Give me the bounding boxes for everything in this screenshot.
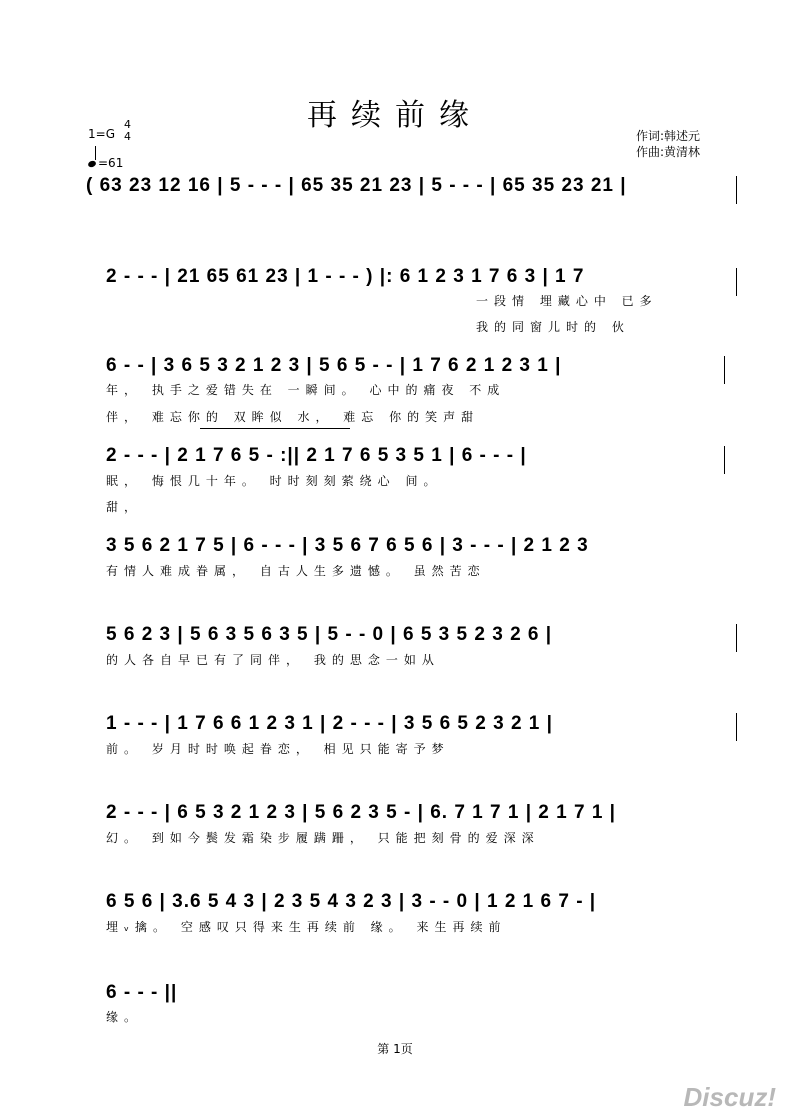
page-number: 第 1页 — [377, 1042, 413, 1056]
composer: 作曲:黄清林 — [636, 145, 701, 159]
quarter-note-icon — [87, 160, 97, 168]
barline — [724, 356, 725, 384]
score-row-6: 5 6 2 3 | 5 6 3 5 6 3 5 | 5 - - 0 | 6 5 3 5 2 3 2 6 | — [106, 624, 553, 645]
score-row-10: 6 - - - || — [106, 982, 178, 1003]
song-title: 再续前缘 — [307, 98, 483, 133]
lyric-row-7-verse-1: 前。 岁月时时唤起眷恋， 相见只能寄予梦 — [106, 742, 450, 756]
time-sig-top: 4 — [124, 118, 131, 131]
score-row-2: 2 - - - | 21 65 61 23 | 1 - - - ) |: 6 1 2 3 1 7 6 3 | 1 7 — [106, 266, 585, 287]
lyric-row-3-verse-1: 年， 执手之爱错失在 一瞬间。 心中的痛夜 不成 — [106, 383, 506, 397]
key-signature — [88, 118, 131, 143]
lyric-row-3-verse-2: 伴， 难忘你的 双眸似 水， 难忘 你的笑声甜 — [106, 410, 480, 424]
barline — [736, 268, 737, 296]
lyric-row-9-verse-1: 埋ᵥ擒。 空感叹只得来生再续前 缘。 来生再续前 — [106, 920, 507, 934]
lyric-row-8-verse-1: 幻。 到如今鬓发霜染步履蹒跚， 只能把刻骨的爱深深 — [106, 831, 540, 845]
key-label: 1=G — [88, 127, 115, 141]
barline — [736, 624, 737, 652]
score-row-5: 3 5 6 2 1 7 5 | 6 - - - | 3 5 6 7 6 5 6 | 3 - - - | 2 1 2 3 — [106, 535, 589, 556]
barline — [724, 446, 725, 474]
time-signature — [124, 119, 131, 143]
lyric-row-2-verse-1: 一段情 埋藏心中 已多 — [476, 294, 658, 308]
credits — [636, 128, 700, 160]
score-row-4: 2 - - - | 2 1 7 6 5 - :|| 2 1 7 6 5 3 5 1 | 6 - - - | — [106, 445, 527, 466]
lyric-row-4-verse-2: 甜， — [106, 500, 143, 514]
lyric-row-4-verse-1: 眠， 悔恨几十年。 时时刻刻萦绕心 间。 — [106, 474, 442, 488]
lyric-row-5-verse-1: 有情人难成眷属， 自古人生多遗憾。 虽然苦恋 — [106, 564, 486, 578]
tempo-marking — [88, 156, 123, 170]
lyric-row-10-verse-1: 缘。 — [106, 1010, 143, 1024]
lyricist: 作词:韩述元 — [636, 129, 701, 143]
lyric-row-2-verse-2: 我的同窗儿时的 伙 — [476, 320, 630, 334]
tempo-value: =61 — [98, 156, 124, 170]
lyric-row-6-verse-1: 的人各自早已有了同伴， 我的思念一如从 — [106, 653, 440, 667]
score-row-1: ( 63 23 12 16 | 5 - - - | 65 35 21 23 | 5 - - - | 65 35 23 21 | — [86, 175, 627, 196]
time-sig-bottom: 4 — [124, 130, 131, 143]
barline — [736, 176, 737, 204]
score-row-3: 6 - - | 3 6 5 3 2 1 2 3 | 5 6 5 - - | 1 7 6 2 1 2 3 1 | — [106, 355, 562, 376]
score-row-8: 2 - - - | 6 5 3 2 1 2 3 | 5 6 2 3 5 - | 6. 7 1 7 1 | 2 1 7 1 | — [106, 802, 617, 823]
watermark-logo: Discuz! — [683, 1082, 776, 1112]
barline — [736, 713, 737, 741]
volta-bracket — [200, 428, 350, 429]
score-row-7: 1 - - - | 1 7 6 6 1 2 3 1 | 2 - - - | 3 5 6 5 2 3 2 1 | — [106, 713, 553, 734]
score-row-9: 6 5 6 | 3.6 5 4 3 | 2 3 5 4 3 2 3 | 3 - - 0 | 1 2 1 6 7 - | — [106, 891, 597, 912]
